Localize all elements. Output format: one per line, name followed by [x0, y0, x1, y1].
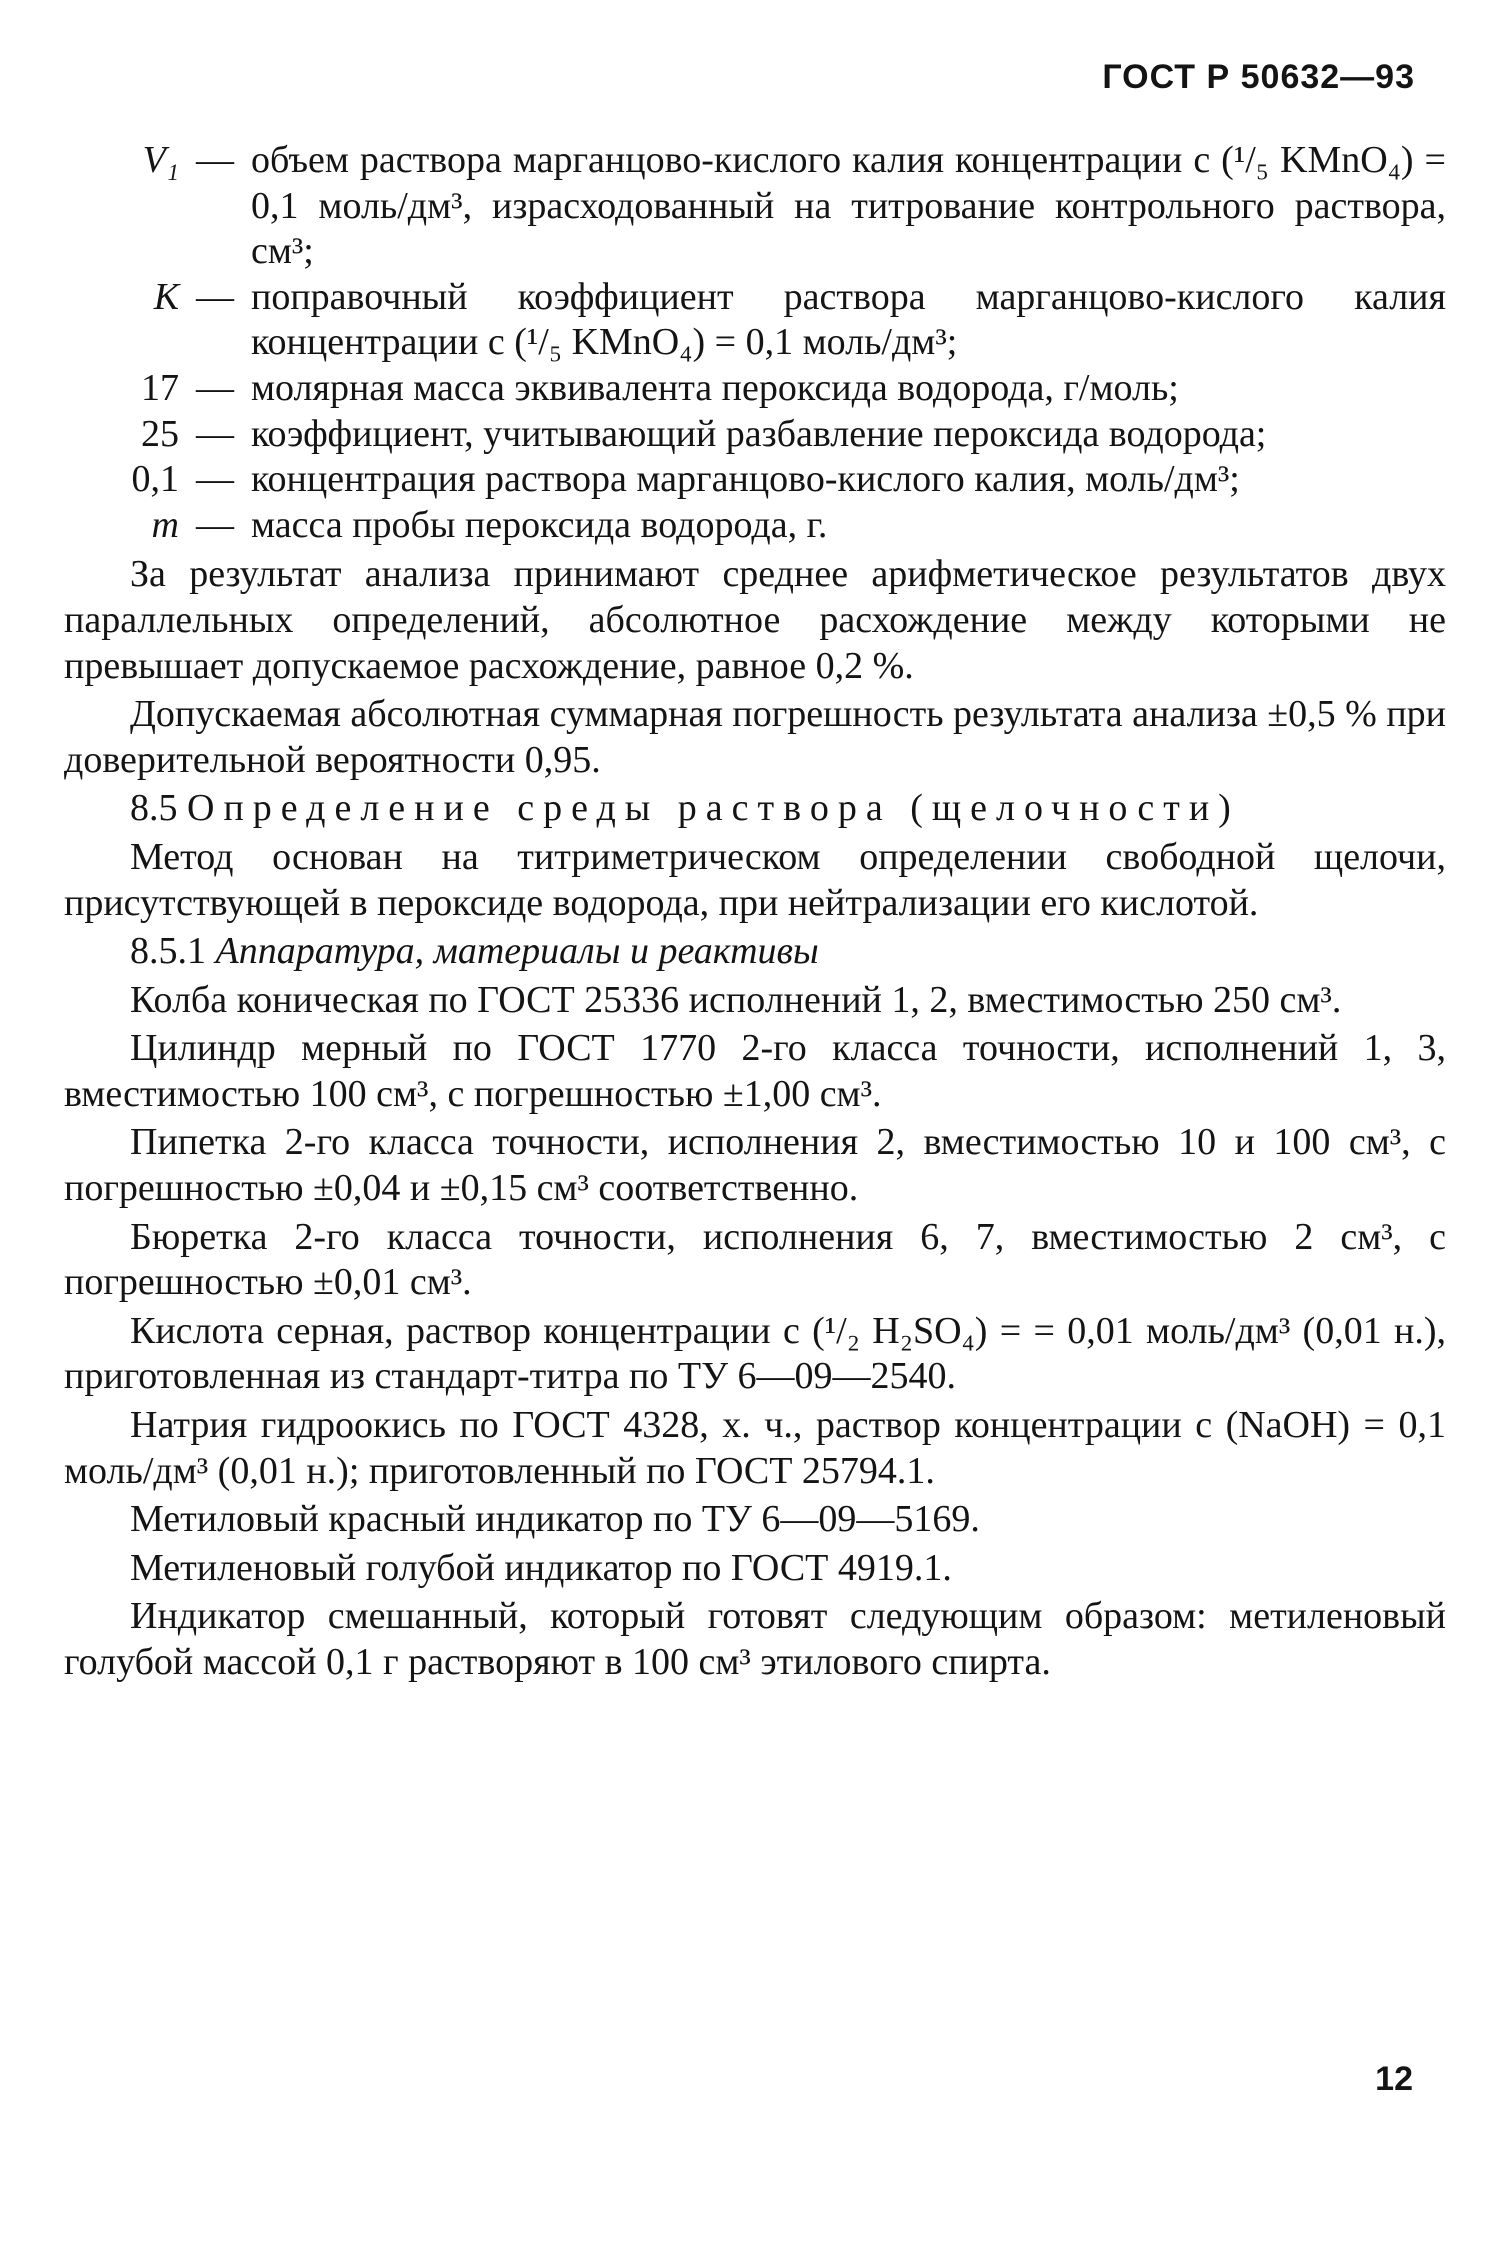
section-number: 8.5 [130, 787, 178, 830]
error-paragraph: Допускаемая абсолютная суммарная погрешность результата анализа ±0,5 % при доверительной вероятности 0,95. [64, 693, 1446, 781]
definition-item [64, 275, 1446, 366]
definition-dash: — [196, 139, 234, 181]
method-paragraph: Метод основан на титриметрическом определении свободной щелочи, присутствующей в пероксиде водорода, при нейтрализации его кислотой. [64, 835, 1446, 924]
definition-item [64, 366, 1446, 412]
page-number: 12 [1375, 2060, 1413, 2098]
subsection-number: 8.5.1 [130, 930, 206, 973]
burette-paragraph: Бюретка 2-го класса точности, исполнения 6, 7, вместимостью 2 см³, с погрешностью ±0,01 см³. [64, 1215, 1446, 1304]
section-heading [64, 786, 1446, 832]
pipette-paragraph: Пипетка 2-го класса точности, исполнения 2, вместимостью 10 и 100 см³, с погрешностью ±0,04 и ±0,15 см³ соответственно. [64, 1121, 1446, 1210]
cylinder-paragraph: Цилиндр мерный по ГОСТ 1770 2-го класса точности, исполнений 1, 3, вместимостью 100 см³, с погрешностью ±1,00 см³. [64, 1027, 1446, 1115]
definition-text: молярная масса эквивалента пероксида водорода, г/моль; [251, 366, 1179, 409]
section-title: Определение среды раствора (щелочности) [187, 787, 1240, 830]
definition-symbol: К [153, 275, 179, 318]
definition-dash: — [196, 366, 234, 409]
definition-item [64, 412, 1446, 458]
definition-text: концентрация раствора марганцово-кислого калия, моль/дм³; [251, 458, 1240, 501]
definition-symbol: 17 [141, 366, 179, 409]
definition-symbol: 25 [141, 412, 179, 455]
definition-symbol: V₁ [142, 139, 179, 181]
definition-dash: — [196, 412, 234, 455]
subsection-heading [64, 929, 1446, 975]
acid-paragraph: Кислота серная, раствор концентрации с (¹/₂ H₂SO₄) = = 0,01 моль/дм³ (0,01 н.), приготовленная из стандарт-титра по ТУ 6—09—2540. [64, 1309, 1446, 1398]
naoh-paragraph: Натрия гидроокись по ГОСТ 4328, х. ч., раствор концентрации с (NaOH) = 0,1 моль/дм³ (0,01 н.); приготовленный по ГОСТ 25794.1. [64, 1404, 1446, 1492]
flask-paragraph: Колба коническая по ГОСТ 25336 исполнений 1, 2, вместимостью 250 см³. [130, 978, 1342, 1021]
definition-item [64, 457, 1446, 503]
definition-symbol: 0,1 [131, 458, 179, 501]
definition-text: поправочный коэффициент раствора марганцово-кислого калия концентрации с (¹/₅ KMnO₄) = 0,1 моль/дм³; [251, 275, 1446, 364]
definition-symbol: m [151, 503, 179, 546]
definition-dash: — [196, 275, 234, 318]
methylene-blue-paragraph: Метиленовый голубой индикатор по ГОСТ 4919.1. [130, 1546, 952, 1589]
symbol-definitions-list [64, 138, 1446, 548]
definition-text: масса пробы пероксида водорода, г. [251, 503, 828, 546]
document-code-header: ГОСТ Р 50632—93 [1102, 58, 1415, 96]
page-content [64, 138, 1446, 1689]
definition-item [64, 138, 1446, 275]
methyl-red-paragraph: Метиловый красный индикатор по ТУ 6—09—5169. [130, 1498, 980, 1541]
mixed-indicator-paragraph: Индикатор смешанный, который готовят следующим образом: метиленовый голубой массой 0,1 г растворяют в 100 см³ этилового спирта. [64, 1595, 1446, 1683]
subsection-title: Аппаратура, материалы и реактивы [215, 930, 819, 973]
definition-text: объем раствора марганцово-кислого калия концентрации с (¹/₅ KMnO₄) = 0,1 моль/дм³, израсходованный на титрование контрольного раствора, см³; [251, 139, 1446, 273]
definition-item [64, 503, 1446, 549]
result-paragraph: За результат анализа принимают среднее арифметическое результатов двух параллельных определений, абсолютное расхождение между которыми не превышает допускаемое расхождение, равное 0,2 %. [64, 553, 1446, 687]
definition-dash: — [196, 503, 234, 546]
definition-dash: — [196, 458, 234, 501]
definition-text: коэффициент, учитывающий разбавление пероксида водорода; [251, 412, 1267, 455]
